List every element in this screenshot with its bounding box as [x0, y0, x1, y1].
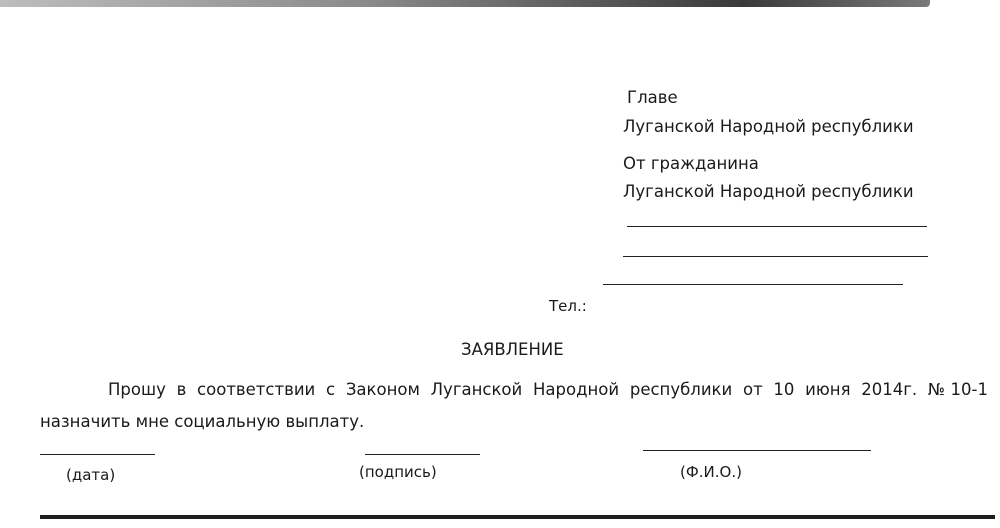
signature-caption: (подпись) [359, 463, 437, 481]
scan-edge-top [0, 0, 930, 7]
document-title: ЗАЯВЛЕНИЕ [461, 340, 564, 359]
application-body: Прошу в соответствии с Законом Луганской Народной республики от 10 июня 2014г. №10-1 назначить мне социальную выплату. [40, 380, 988, 431]
phone-label: Тел.: [549, 297, 587, 315]
scan-edge-bottom [40, 515, 995, 519]
full-name-caption: (Ф.И.О.) [680, 463, 742, 481]
applicant-address-blank-2 [603, 284, 903, 285]
full-name-blank [643, 450, 871, 451]
addressee-line-2: Луганской Народной республики [623, 117, 914, 136]
applicant-address-blank-1 [623, 256, 928, 257]
applicant-name-blank [627, 226, 927, 227]
addressee-line-1: Главе [627, 88, 678, 107]
addressee-line-4: Луганской Народной республики [623, 182, 914, 201]
addressee-line-3: От гражданина [623, 154, 759, 173]
date-caption: (дата) [66, 466, 116, 484]
date-blank [40, 454, 155, 455]
signature-blank [365, 454, 480, 455]
